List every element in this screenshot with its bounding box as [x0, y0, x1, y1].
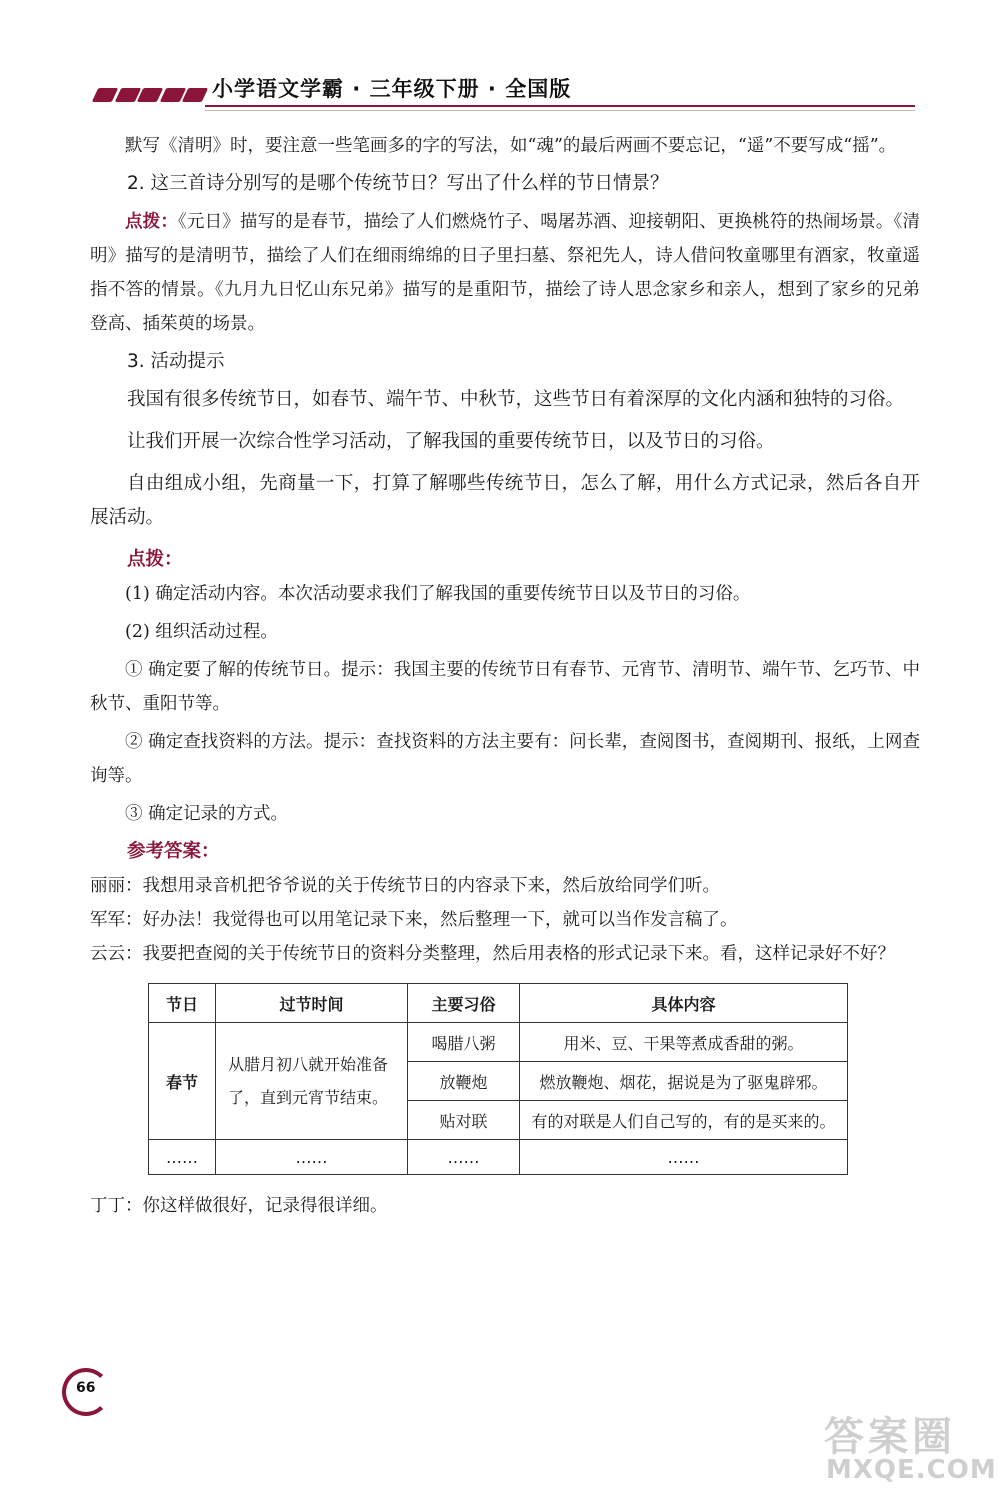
header-decoration-bars	[95, 88, 205, 102]
table-header-detail: 具体内容	[520, 984, 848, 1023]
question-3: 3. 活动提示	[127, 351, 225, 372]
dianbo-paragraph-1	[90, 205, 920, 341]
step-2-item-3: ③ 确定记录的方式。	[125, 804, 289, 824]
step-2-item-1: ① 确定要了解的传统节日。提示：我国主要的传统节日有春节、元宵节、清明节、端午节、乞巧节、中秋节、重阳节等。	[90, 660, 920, 714]
dialogue-junjun: 军军：好办法！我觉得也可以用笔记录下来，然后整理一下，就可以当作发言稿了。	[90, 910, 738, 930]
activity-paragraph-2: 让我们开展一次综合性学习活动，了解我国的重要传统节日，以及节日的习俗。	[127, 431, 775, 452]
question-2: 2. 这三首诗分别写的是哪个传统节日？写出了什么样的节日情景？	[127, 173, 669, 194]
table-header-time: 过节时间	[216, 984, 408, 1023]
detail-cell: 燃放鞭炮、烟花，据说是为了驱鬼辟邪。	[520, 1062, 848, 1101]
custom-cell: 喝腊八粥	[408, 1023, 520, 1062]
dianbo-label-2: 点拨：	[127, 549, 183, 570]
paragraph-tip-qingming: 默写《清明》时，要注意一些笔画多的字的写法，如“魂”的最后两画不要忘记，“遥”不要写成“摇”。	[125, 136, 897, 156]
dialogue-lili: 丽丽：我想用录音机把爷爷说的关于传统节日的内容录下来，然后放给同学们听。	[90, 876, 720, 896]
answer-label: 参考答案：	[127, 841, 220, 862]
page-number: 66	[76, 1380, 96, 1396]
step-2-item-2: ② 确定查找资料的方法。提示：查找资料的方法主要有：问长辈，查阅图书，查阅期刊、报纸，上网查询等。	[90, 732, 920, 786]
custom-cell: 贴对联	[408, 1101, 520, 1140]
watermark	[812, 1405, 997, 1485]
step-2: (2) 组织活动过程。	[125, 622, 278, 642]
table-header-festival: 节日	[149, 984, 216, 1023]
dianbo-label-2-line	[90, 543, 920, 577]
watermark-text: 答案圈	[824, 1414, 956, 1460]
page-content	[90, 129, 920, 1223]
detail-cell: 用米、豆、干果等煮成香甜的粥。	[520, 1023, 848, 1062]
activity-paragraph-1: 我国有很多传统节日，如春节、端午节、中秋节，这些节日有着深厚的文化内涵和独特的习俗。	[127, 389, 905, 410]
detail-cell: 有的对联是人们自己写的，有的是买来的。	[520, 1101, 848, 1140]
table-header-custom: 主要习俗	[408, 984, 520, 1023]
ellipsis-cell: ……	[149, 1140, 216, 1175]
festival-name: 春节	[149, 1023, 216, 1140]
dianbo-text-1: 《元日》描写的是春节，描绘了人们燃烧竹子、喝屠苏酒、迎接朝阳、更换桃符的热闹场景。《清明》描写的是清明节，描绘了人们在细雨绵绵的日子里扫墓、祭祀先人，诗人借问牧童哪里有酒家，牧童遥指不答的情景。《九月九日忆山东兄弟》描写的是重阳节，描绘了诗人思念家乡和亲人，想到了家乡的兄弟登高、插茱萸的场景。	[90, 212, 920, 334]
dianbo-label-1: 点拨：	[125, 212, 178, 232]
table-row-ellipsis	[149, 1140, 848, 1175]
step-1: (1) 确定活动内容。本次活动要求我们了解我国的重要传统节日以及节日的习俗。	[125, 584, 751, 604]
watermark-url: MXQE.COM	[826, 1455, 997, 1485]
ellipsis-cell: ……	[408, 1140, 520, 1175]
festival-record-table	[148, 983, 848, 1175]
ellipsis-cell: ……	[216, 1140, 408, 1175]
header-rule-thin	[205, 110, 915, 111]
activity-paragraph-3: 自由组成小组，先商量一下，打算了解哪些传统节日，怎么了解，用什么方式记录，然后各自开展活动。	[90, 473, 920, 528]
page-header	[0, 62, 1000, 122]
dialogue-dingding: 丁丁：你这样做很好，记录得很详细。	[90, 1196, 388, 1216]
page-number-badge	[62, 1368, 114, 1420]
header-rule	[205, 105, 915, 107]
ellipsis-cell: ……	[520, 1140, 848, 1175]
table-row	[149, 1023, 848, 1062]
header-title: 小学语文学霸 · 三年级下册 · 全国版	[212, 77, 572, 101]
table-header-row	[149, 984, 848, 1023]
custom-cell: 放鞭炮	[408, 1062, 520, 1101]
dialogue-yunyun: 云云：我要把查阅的关于传统节日的资料分类整理，然后用表格的形式记录下来。看，这样记录好不好？	[90, 944, 895, 964]
festival-time: 从腊月初八就开始准备了，直到元宵节结束。	[216, 1023, 408, 1140]
answer-label-line	[90, 835, 920, 869]
